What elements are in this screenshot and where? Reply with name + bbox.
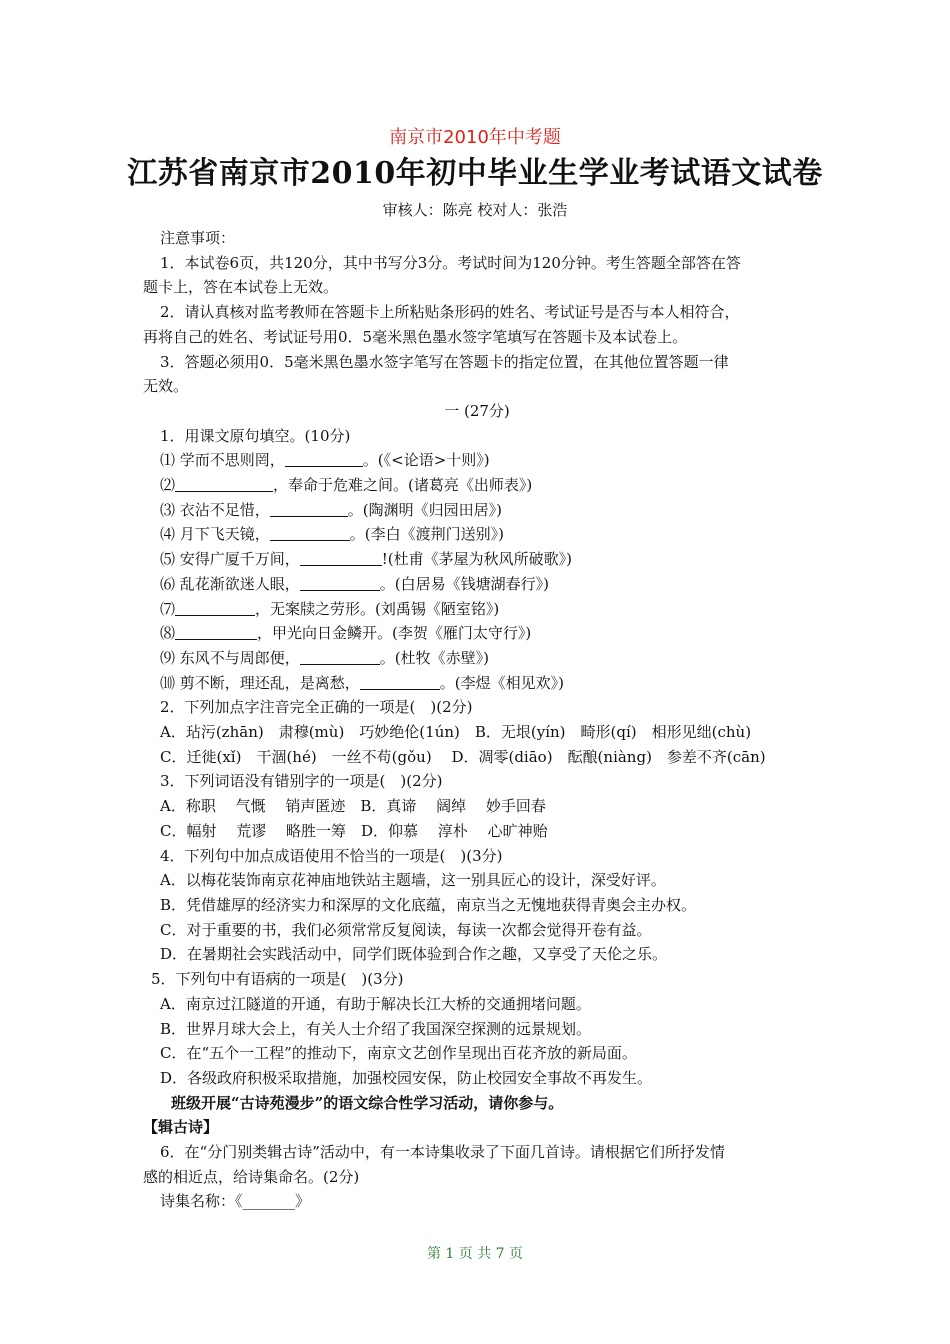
fill-item-text: ⑼ 东风不与周郎便， xyxy=(160,648,300,667)
answer-blank[interactable] xyxy=(270,525,350,541)
fill-item-10 xyxy=(143,671,811,696)
fill-item-source: 。(李煜《相见欢》) xyxy=(439,673,564,692)
fill-item-source: ，无案牍之劳形。(刘禹锡《陋室铭》) xyxy=(255,599,500,618)
fill-item-8 xyxy=(143,621,811,646)
fill-item-text: ⑻ xyxy=(160,624,176,643)
exam-content xyxy=(143,226,811,1214)
fill-item-text: ⑴ 学而不思则罔， xyxy=(160,451,285,470)
notice-item-2-cont: 再将自己的姓名、考试证号用0．5毫米黑色墨水签字笔填写在答题卡及本试卷上。 xyxy=(143,327,688,346)
question-6-answer-line: 诗集名称：《_______》 xyxy=(160,1192,311,1211)
answer-blank[interactable] xyxy=(270,501,348,517)
fill-item-7 xyxy=(143,597,811,622)
question-3-options-cd: C．幅射 荒谬 略胜一筹 D．仰慕 淳朴 心旷神贻 xyxy=(160,821,548,840)
question-4-option-a: A．以梅花装饰南京花神庙地铁站主题墙，这一别具匠心的设计，深受好评。 xyxy=(160,871,666,890)
fill-item-2 xyxy=(143,473,811,498)
fill-item-text: ⑽ 剪不断，理还乱，是离愁， xyxy=(160,673,360,692)
notice-item-3-cont: 无效。 xyxy=(143,377,189,396)
question-5-option-b: B．世界月球大会上，有关人士介绍了我国深空探测的远景规划。 xyxy=(160,1019,592,1038)
question-3-stem: 3．下列词语没有错别字的一项是( )(2分) xyxy=(160,772,443,791)
activity-subsection-heading: 【辑古诗】 xyxy=(143,1118,219,1137)
fill-item-source: 。(陶渊明《归园田居》) xyxy=(347,500,502,519)
notice-item-1: 1．本试卷6页，共120分，其中书写分3分。考试时间为120分钟。考生答题全部答在答 xyxy=(160,253,741,272)
question-6-stem: 6．在“分门别类辑古诗”活动中，有一本诗集收录了下面几首诗。请根据它们所抒发情 xyxy=(160,1143,725,1162)
exam-source-tag: 南京市2010年中考题 xyxy=(389,127,561,148)
question-5-option-d: D．各级政府积极采取措施，加强校园安保，防止校园安全事故不再发生。 xyxy=(160,1068,653,1087)
fill-item-9 xyxy=(143,646,811,671)
fill-item-text: ⑷ 月下飞天镜， xyxy=(160,525,270,544)
question-2-stem: 2．下列加点字注音完全正确的一项是( )(2分) xyxy=(160,698,473,717)
question-5-option-a: A．南京过江隧道的开通，有助于解决长江大桥的交通拥堵问题。 xyxy=(160,994,591,1013)
answer-blank[interactable] xyxy=(175,476,273,492)
fill-item-1 xyxy=(143,448,811,473)
question-4-stem: 4．下列句中加点成语使用不恰当的一项是( )(3分) xyxy=(160,846,503,865)
fill-item-text: ⑹ 乱花渐欲迷人眼， xyxy=(160,574,300,593)
fill-item-source: ，甲光向日金鳞开。(李贺《雁门太守行》) xyxy=(257,624,532,643)
fill-item-3 xyxy=(143,498,811,523)
question-2-options-cd: C．迁徙(xǐ) 干涸(hé) 一丝不苟(gǒu) D．凋零(diāo) 酝酿(niàng) 参差不齐(cān) xyxy=(160,747,766,766)
question-4-option-c: C．对于重要的书，我们必须常常反复阅读，每读一次都会觉得开卷有益。 xyxy=(160,920,652,939)
activity-intro: 班级开展“古诗苑漫步”的语文综合性学习活动，请你参与。 xyxy=(171,1093,564,1112)
fill-item-source: 。(杜牧《赤壁》) xyxy=(379,648,489,667)
fill-item-5 xyxy=(143,547,811,572)
answer-blank[interactable] xyxy=(285,451,363,467)
notice-item-3: 3．答题必须用0．5毫米黑色墨水签字笔写在答题卡的指定位置，在其他位置答题一律 xyxy=(160,352,729,371)
answer-blank[interactable] xyxy=(175,600,255,616)
fill-item-source: 。(《<论语>十则》) xyxy=(362,451,490,470)
fill-item-text: ⑸ 安得广厦千万间， xyxy=(160,550,300,569)
fill-item-4 xyxy=(143,522,811,547)
notice-item-2: 2．请认真核对监考教师在答题卡上所粘贴条形码的姓名、考试证号是否与本人相符合， xyxy=(160,303,740,322)
question-1-stem: 1．用课文原句填空。(10分) xyxy=(160,426,351,445)
question-6-stem-cont: 感的相近点，给诗集命名。(2分) xyxy=(143,1167,360,1186)
fill-item-text: ⑺ xyxy=(160,599,176,618)
answer-blank[interactable] xyxy=(300,649,380,665)
answer-blank[interactable] xyxy=(300,550,382,566)
question-4-option-b: B．凭借雄厚的经济实力和深厚的文化底蕴，南京当之无愧地获得青奥会主办权。 xyxy=(160,895,697,914)
notice-heading: 注意事项： xyxy=(160,229,236,247)
section-heading: 一 (27分) xyxy=(444,401,510,420)
fill-item-6 xyxy=(143,572,811,597)
question-5-option-c: C．在“五个一工程”的推动下，南京文艺创作呈现出百花齐放的新局面。 xyxy=(160,1044,637,1063)
answer-blank[interactable] xyxy=(300,575,380,591)
question-4-option-d: D．在暑期社会实践活动中，同学们既体验到合作之趣，又享受了天伦之乐。 xyxy=(160,945,668,964)
page-number: 第 1 页 共 7 页 xyxy=(426,1246,524,1262)
notice-item-1-cont: 题卡上，答在本试卷上无效。 xyxy=(143,278,339,297)
answer-blank[interactable] xyxy=(175,624,257,640)
fill-item-source: ，奉命于危难之间。(诸葛亮《出师表》) xyxy=(273,476,533,495)
fill-item-source: !(杜甫《茅屋为秋风所破歌》) xyxy=(381,550,573,569)
reviewers-line: 审核人：陈亮 校对人：张浩 xyxy=(382,201,568,219)
question-5-stem: 5．下列句中有语病的一项是( )(3分) xyxy=(151,970,404,989)
fill-item-source: 。(白居易《钱塘湖春行》) xyxy=(379,574,549,593)
answer-blank[interactable] xyxy=(360,674,440,690)
page-title: 江苏省南京市2010年初中毕业生学业考试语文试卷 xyxy=(127,156,823,191)
fill-item-text: ⑵ xyxy=(160,476,176,495)
fill-item-source: 。(李白《渡荆门送别》) xyxy=(349,525,504,544)
question-3-options-ab: A．称职 气慨 销声匿迹 B．真谛 阔绰 妙手回春 xyxy=(160,797,546,816)
question-2-options-ab: A．玷污(zhān) 肃穆(mù) 巧妙绝伦(1ún) B．无垠(yín) 畸形(qí) 相形见绌(chù) xyxy=(160,723,752,742)
fill-item-text: ⑶ 衣沾不足惜， xyxy=(160,500,270,519)
